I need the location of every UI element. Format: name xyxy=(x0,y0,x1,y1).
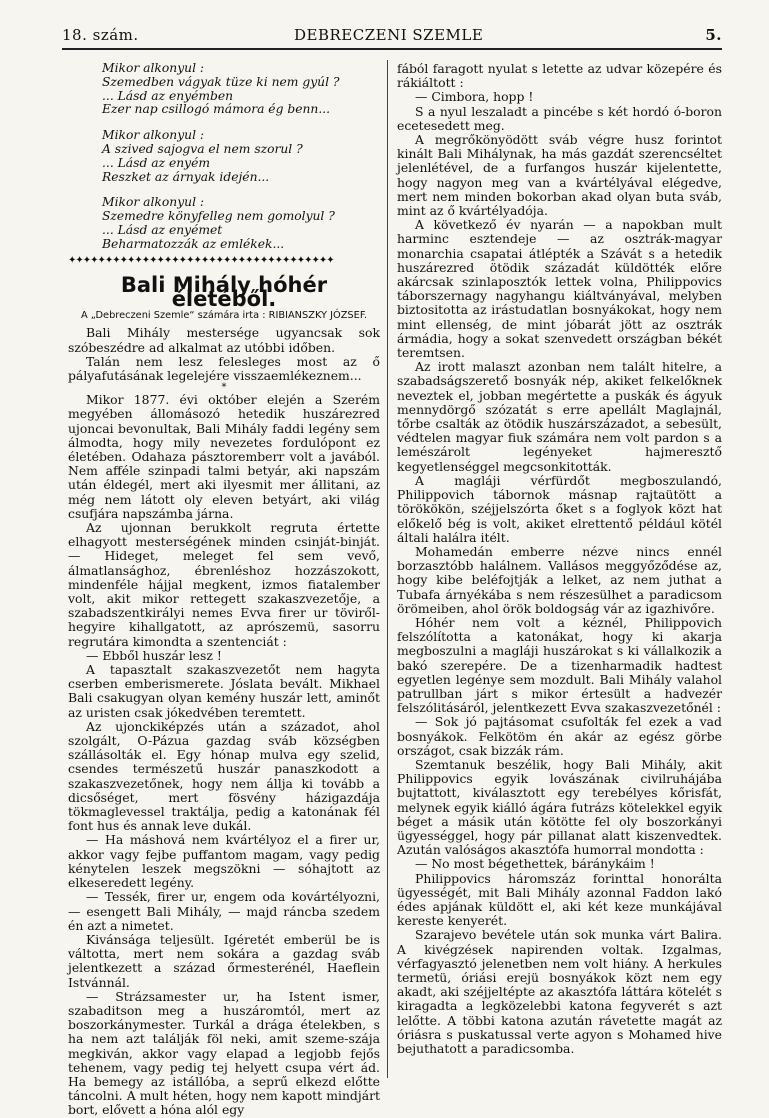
left-column xyxy=(68,62,380,1118)
poem-line: Ezer nap csillogó mámora ég benn... xyxy=(102,102,331,117)
journal-title: DEBRECZENI SZEMLE xyxy=(294,26,484,44)
paragraph: Az ujonckiképzés után a századot, ahol szolgált, O-Pázua gazdag sváb községben szállásolták el. Egy hónap mulva egy szelid, csendes természetű huszár panaszkodott a szakaszvezetőnek, hogy nem állja ki tovább a dicsőséget, mert fösvény házigazdája tökmaglevessel traktálja, pedig a katonának fél font hus és annak leve dukál. xyxy=(68,718,380,834)
paragraph: Az irott malaszt azonban nem talált hitelre, a szabadságszerető bosnyák nép, akiket felkelőknek neveztek el, jobban megértette a puskák és ágyuk mennydörgő szózatát s erre apellált Maglajnál, tőrbe csalták az ötödik huszárszázadot, a sebesült, védtelen magyar fiuk számára nem volt pardon s a lemészárolt legényeket hajmeresztő kegyetlenséggel megcsonkitották. xyxy=(397,359,722,474)
paragraph: A magláji vérfürdőt megboszulandó, Philippovich tábornok másnap rajtaütött a törökökön, széjjelszórta őket s a foglyok közt hat előkelő bég is volt, akiket elrettentő például kötél általi halálra itélt. xyxy=(397,472,722,545)
paragraph: Bali Mihály mestersége ugyancsak sok szóbeszédre ad alkalmat az utóbbi időben. xyxy=(68,325,380,355)
dialogue-line: — Cimbora, hopp ! xyxy=(415,89,534,105)
issue-number: 18. szám. xyxy=(62,26,139,44)
poem-line: Mikor alkonyul : xyxy=(102,195,205,210)
page-header xyxy=(62,24,722,46)
poem-line: ... Lásd az enyémet xyxy=(102,222,223,237)
poem-line: Szemedben vágyak tüze ki nem gyúl ? xyxy=(102,74,340,89)
ornamental-border: ✦✦✦✦✦✦✦✦✦✦✦✦✦✦✦✦✦✦✦✦✦✦✦✦✦✦✦✦✦✦✦✦✦✦✦✦ xyxy=(68,254,334,266)
paragraph: S a nyul leszaladt a pincébe s két hordó ó-boron ecetesedett meg. xyxy=(397,103,722,133)
paragraph: Mikor 1877. évi október elején a Szerém megyében állomásozó hetedik huszárezred ujoncai bevonultak, Bali Mihály faddi legény sem álmodta, hogy mily nevezetes fordulópont ez életében. Odahaza pásztoremberr volt a javából. Nem afféle szinpadi talmi betyár, aki napszám után éldegél, mert aki ilyesmit mer állitani, az még nem látott oly eleven betyárt, aki világ csufjára napszámba járna. xyxy=(68,392,380,521)
paragraph: fából faragott nyulat s letette az udvar közepére és rákiáltott : xyxy=(397,61,722,91)
paragraph: Mohamedán emberre nézve nincs ennél borzasztóbb halálnem. Vallásos meggyőződése az, hogy kibe beléfojtják a lelket, az nem juthat a Tubafa árnyékába s nem részesülhet a paradicsom örömeiben, ahol örök boldogság vár az igazhivőre. xyxy=(397,543,722,616)
page-number: 5. xyxy=(705,26,722,44)
poem-line: ... Lásd az enyémben xyxy=(102,88,234,103)
right-column xyxy=(397,62,722,1056)
article-title: Bali Mihály hóhér életéből. xyxy=(120,272,328,311)
paragraph: Talán nem lesz felesleges most az ő pályafutásának legelejére visszaemlékeznem... xyxy=(68,353,380,383)
paragraph: — Strázsamester ur, ha Istent ismer, szabaditson meg a huszáromtól, mert az boszorkánymester. Turkál a drága ételekben, s ha nem azt találják föl neki, amit szeme-szája megkiván, akkor vagy elapad a legjobb fejős tehenem, vagy pedig tej helyett csupa vért ád. Ha bemegy az istállóba, a seprű elkezd előtte táncolni. A mult héten, hogy nem kapott mindjárt bort, elővett a hóna alól egy xyxy=(68,988,380,1118)
section-asterisk: * xyxy=(221,382,227,394)
poem-stanza xyxy=(102,196,380,251)
poem-line: Beharmatozzák az emlékek... xyxy=(102,236,285,251)
poem-stanza xyxy=(102,62,380,117)
paragraph: Philippovics háromszáz forinttal honorálta ügyességét, mit Bali Mihály azonnal Faddon lakó édes apjának küldött el, aki két keze munkájával kereste kenyerét. xyxy=(397,870,722,929)
paragraph: — Sok jó pajtásomat csufolták fel ezek a vad bosnyákok. Felkötöm én akár az egész görbe országot, csak bizzák rám. xyxy=(397,714,722,758)
poem-line: ... Lásd az enyém xyxy=(102,155,211,170)
column-divider xyxy=(387,60,388,1078)
poem-line: A szived sajogva el nem szorul ? xyxy=(102,141,303,156)
paragraph: Szarajevo bevétele után sok munka várt Balira. A kivégzések napirenden voltak. Izgalmas, vérfagyasztó jelenetben nem volt hiány. A herkules termetü, óriási erejü bosnyákok közt nem egy akadt, aki széjjeltépte az akasztófa láttára kötelét s kiragadta a legközelebbi katona fegyverét s azt lelőtte. A többi katona azután rávetette magát az óriásra s puskatussal verte agyon s Mohamed hive bejuthatott a paradicsomba. xyxy=(397,927,722,1057)
paragraph: A tapasztalt szakaszvezetőt nem hagyta cserben emberismerete. Jóslata bevált. Mikhael Bali csakugyan olyan kemény huszár lett, aminőt az uristen csak jókedvében teremtett. xyxy=(68,662,380,720)
poem xyxy=(102,62,380,252)
poem-line: Reszket az árnyak idején... xyxy=(102,169,270,184)
paragraph: A megrőkönyödött sváb végre husz forintot kinált Bali Mihálynak, ha más gazdát szerencséltet jelenlétével, de a furfangos huszár kijelentette, hogy nagyon meg van a kvártélyával elégedve, mert nem minden bokorban akad olyan buta sváb, mint az ő kvártélyadója. xyxy=(397,132,722,219)
paragraph: — Tessék, firer ur, engem oda kovártélyozni, — esengett Bali Mihály, — majd ráncba szedem én azt a nimetet. xyxy=(68,889,380,933)
dialogue-line: — Ebből huszár lesz ! xyxy=(86,647,222,663)
header-rule xyxy=(62,48,722,50)
dialogue-line: — No most bégethettek, báránykáim ! xyxy=(415,856,655,872)
paragraph: A következő év nyarán — a napokban mult harminc esztendeje — az osztrák-magyar monarchia csapatai átlépték a Szávát s a hetedik huszárezred ötödik századát küldötték előre akárcsak szinlaposztók lettek volna, Philippovics táborszernagy nagyhangu kiáltványával, melyben biztositotta az irástudatlan bosnyákokat, hogy nem mint ellenség, de mint jóbarát jött az osztrák ármádia, hogy a sokat szenvedett országban békét teremtsen. xyxy=(397,217,722,361)
paragraph: Az ujonnan berukkolt regruta értette elhagyott mesterségének minden csinját-binját. — Hideget, meleget fel sem vevő, álmatlansághoz, ébrenléshoz hozzászokott, mindenféle hájjal megkent, izmos fiatalember volt, akit mikor rettegett szakaszvezetője, a szabadszentkirályi nemes Evva firer ur töviről-hegyire kihallgatott, az aprószemü, sasorru regrutára kimondta a szentenciát : xyxy=(68,520,380,649)
paragraph: Kivánsága teljesült. Igéretét emberül be is váltotta, mert nem sokára a gazdag sváb jelentkezett a század őrmesterénél, Haeflein Istvánnál. xyxy=(68,931,380,990)
article-byline: A „Debreczeni Szemle“ számára irta : RIBIANSZKY JÓZSEF. xyxy=(80,310,368,322)
paragraph: Szemtanuk beszélik, hogy Bali Mihály, akit Philippovics egyik lovászának civilruhájába bujtattott, kiválasztott egy terebélyes kőrisfát, melynek egyik kiálló ágára futrázs kötelekkel egyik béget a másik után kötötte fel oly boszorkányi ügyességgel, hogy pár pillanat alatt kiszenvedtek. Azután valóságos akasztófa humorral mondotta : xyxy=(397,756,722,858)
paragraph: — Ha máshová nem kvártélyoz el a firer ur, akkor vagy fejbe puffantom magam, vagy pedig kénytelen leszek megszökni — sóhajtott az elkeseredett legény. xyxy=(68,832,380,891)
poem-line: Szemedre könyfelleg nem gomolyul ? xyxy=(102,209,335,224)
poem-line: Mikor alkonyul : xyxy=(102,128,205,143)
poem-stanza xyxy=(102,129,380,184)
poem-line: Mikor alkonyul : xyxy=(102,61,205,75)
paragraph: Hóhér nem volt a kéznél, Philippovich felszólította a katonákat, hogy ki akarja megboszulni a magláji huszárokat s ki vállalkozik a bakó szerepére. De a tizenharmadik hadtest egyetlen legénye sem mozdult. Bali Mihály valahol patrullban járt s mikor értesült a hadvezér felszólitásáról, jelentkezett Evva szakaszvezetőnél : xyxy=(397,614,722,716)
